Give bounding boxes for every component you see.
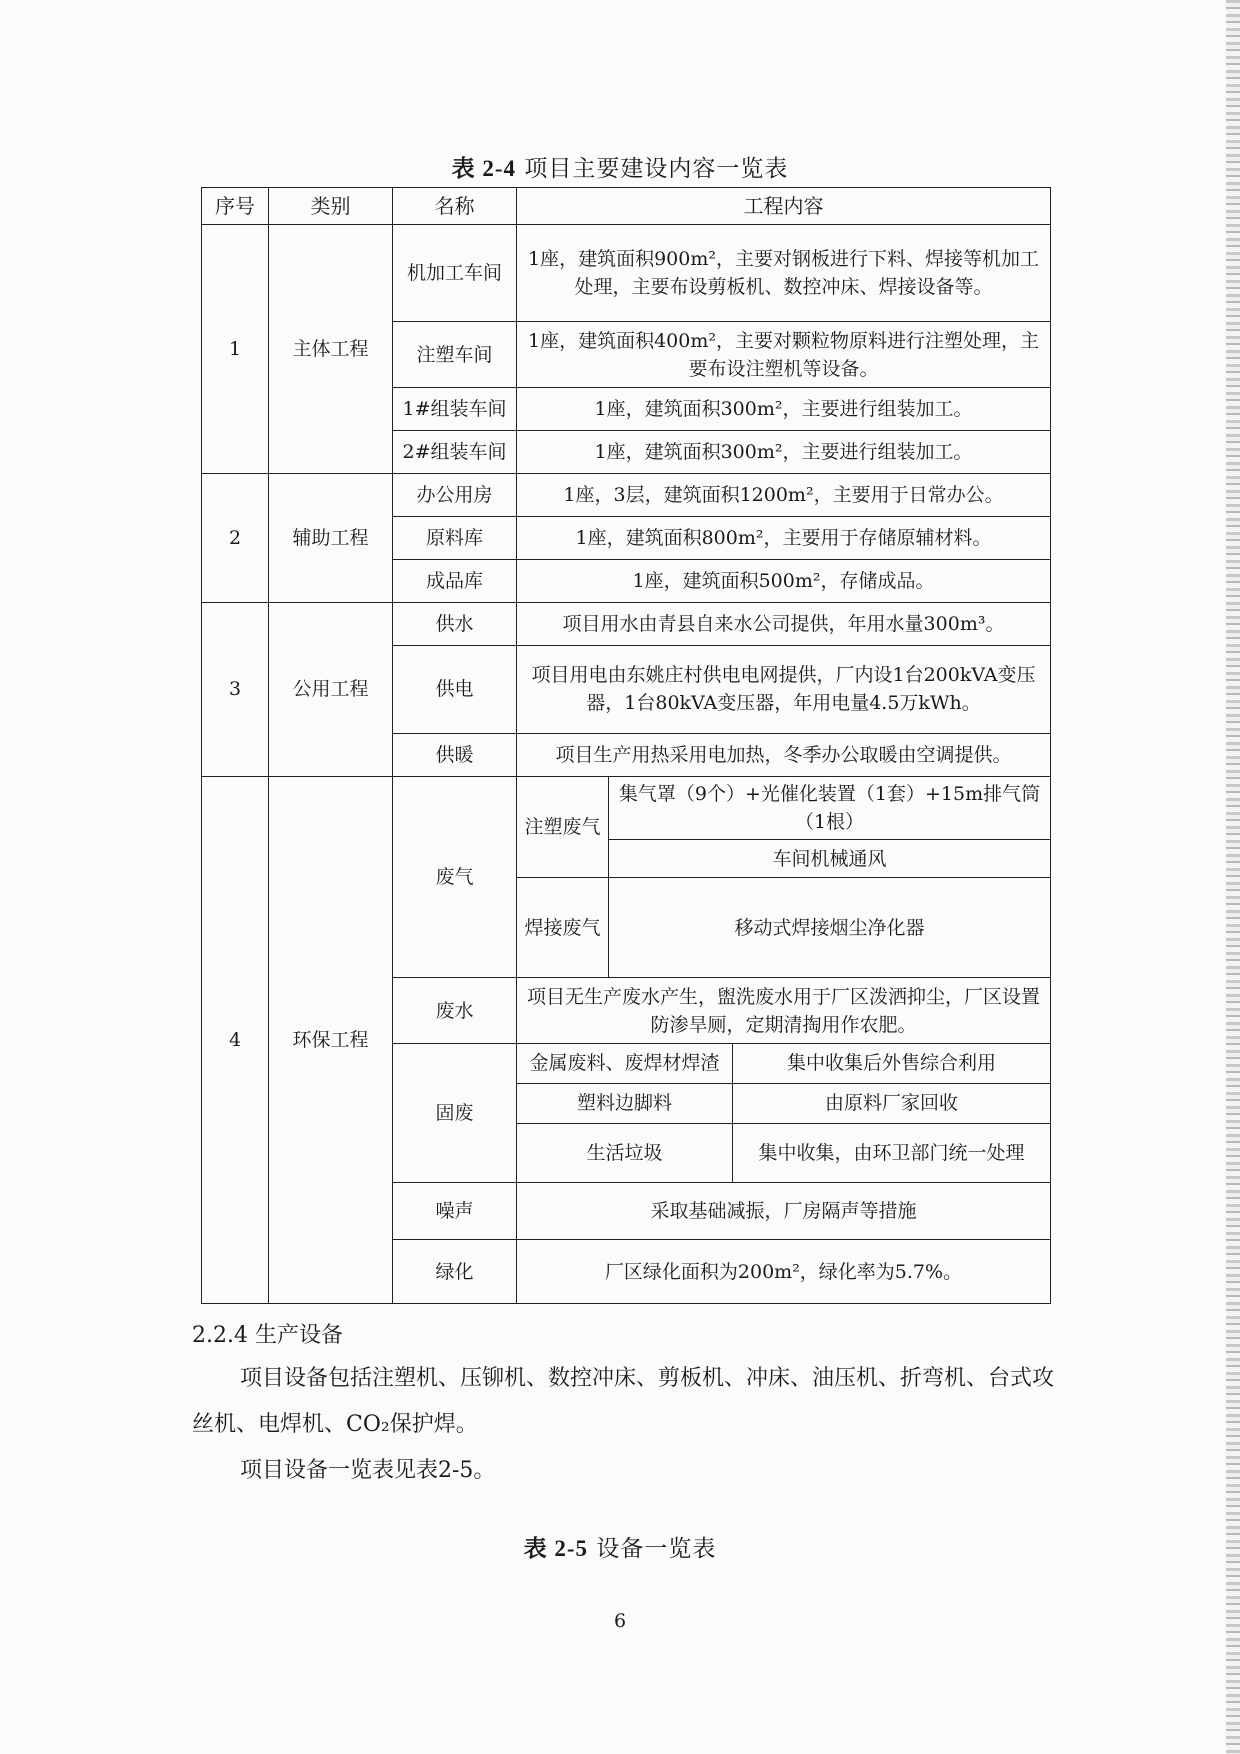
item-name: 2#组装车间 [393, 430, 517, 473]
header-cell: 类别 [269, 188, 393, 225]
item-content: 集气罩（9个）+光催化装置（1套）+15m排气筒（1根） [609, 776, 1051, 839]
item-content: 项目无生产废水产生，盥洗废水用于厂区泼洒抑尘，厂区设置防渗旱厕，定期清掏用作农肥。 [517, 978, 1051, 1044]
sub-item-name: 生活垃圾 [517, 1123, 733, 1182]
item-content: 1座，建筑面积300m²，主要进行组装加工。 [517, 387, 1051, 430]
item-name: 废气 [393, 776, 517, 978]
section-heading [192, 1318, 343, 1349]
item-content: 项目生产用热采用电加热，冬季办公取暖由空调提供。 [517, 733, 1051, 776]
header-cell: 工程内容 [517, 188, 1051, 225]
sub-item-name: 塑料边脚料 [517, 1083, 733, 1123]
page-number: 6 [613, 1610, 627, 1632]
item-name: 废水 [393, 978, 517, 1044]
item-content: 采取基础减振，厂房隔声等措施 [517, 1183, 1051, 1240]
item-name: 1#组装车间 [393, 387, 517, 430]
item-content: 1座，建筑面积800m²，主要用于存储原辅材料。 [517, 516, 1051, 559]
item-content: 项目用水由青县自来水公司提供，年用水量300m³。 [517, 602, 1051, 645]
item-content: 车间机械通风 [609, 840, 1051, 878]
item-name: 机加工车间 [393, 225, 517, 322]
item-content: 集中收集，由环卫部门统一处理 [733, 1123, 1051, 1182]
section-title: 生产设备 [254, 1323, 343, 1348]
table-row [202, 473, 1051, 516]
item-content: 由原料厂家回收 [733, 1083, 1051, 1123]
table-row [202, 225, 1051, 322]
group-category: 环保工程 [269, 776, 393, 1303]
item-content: 项目用电由东姚庄村供电电网提供，厂内设1台200kVA变压器，1台80kVA变压器，年用电量4.5万kWh。 [517, 645, 1051, 733]
group-number: 1 [202, 225, 269, 474]
group-category: 公用工程 [269, 602, 393, 776]
equipment-list-text: 项目设备包括注塑机、压铆机、数控冲床、剪板机、冲床、油压机、折弯机、台式攻丝机、电焊机、CO₂保护焊。 [192, 1366, 1055, 1437]
group-number: 2 [202, 473, 269, 602]
item-content: 移动式焊接烟尘净化器 [609, 878, 1051, 978]
construction-content-table [201, 187, 1051, 1304]
item-content: 1座，建筑面积300m²，主要进行组装加工。 [517, 430, 1051, 473]
item-name: 成品库 [393, 559, 517, 602]
item-name: 原料库 [393, 516, 517, 559]
item-content: 集中收集后外售综合利用 [733, 1043, 1051, 1083]
table-2-4-caption [0, 150, 1240, 183]
sub-item-name: 金属废料、废焊材焊渣 [517, 1043, 733, 1083]
item-content: 1座，建筑面积400m²，主要对颗粒物原料进行注塑处理，主要布设注塑机等设备。 [517, 322, 1051, 388]
section-number: 2.2.4 [192, 1323, 248, 1348]
item-name: 供电 [393, 645, 517, 733]
item-name: 办公用房 [393, 473, 517, 516]
item-content: 1座，建筑面积900m²，主要对钢板进行下料、焊接等机加工处理，主要布设剪板机、数控冲床、焊接设备等。 [517, 225, 1051, 322]
scan-edge-artifact [1226, 0, 1240, 1754]
group-category: 主体工程 [269, 225, 393, 474]
item-name: 噪声 [393, 1183, 517, 1240]
table-row [202, 602, 1051, 645]
item-name: 绿化 [393, 1240, 517, 1304]
item-name: 供暖 [393, 733, 517, 776]
item-content: 1座，3层，建筑面积1200m²，主要用于日常办公。 [517, 473, 1051, 516]
header-cell: 序号 [202, 188, 269, 225]
group-number: 3 [202, 602, 269, 776]
item-name: 固废 [393, 1043, 517, 1182]
table-2-5-title: 设备一览表 [596, 1536, 717, 1562]
table-2-4-title: 项目主要建设内容一览表 [524, 156, 789, 182]
table-row [202, 776, 1051, 839]
sub-item-name: 注塑废气 [517, 776, 609, 877]
group-category: 辅助工程 [269, 473, 393, 602]
table-2-5-label: 表 2-5 [523, 1536, 589, 1561]
sub-item-name: 焊接废气 [517, 878, 609, 978]
item-content: 1座，建筑面积500m²，存储成品。 [517, 559, 1051, 602]
equipment-paragraph [192, 1356, 1072, 1448]
group-number: 4 [202, 776, 269, 1303]
table-2-5-caption [0, 1530, 1240, 1563]
table-2-4-label: 表 2-4 [451, 156, 517, 181]
reference-paragraph [192, 1448, 1072, 1494]
reference-text: 项目设备一览表见表2-5。 [240, 1458, 496, 1483]
item-name: 注塑车间 [393, 322, 517, 388]
item-content: 厂区绿化面积为200m²，绿化率为5.7%。 [517, 1240, 1051, 1304]
header-cell: 名称 [393, 188, 517, 225]
item-name: 供水 [393, 602, 517, 645]
table-header-row [202, 188, 1051, 225]
